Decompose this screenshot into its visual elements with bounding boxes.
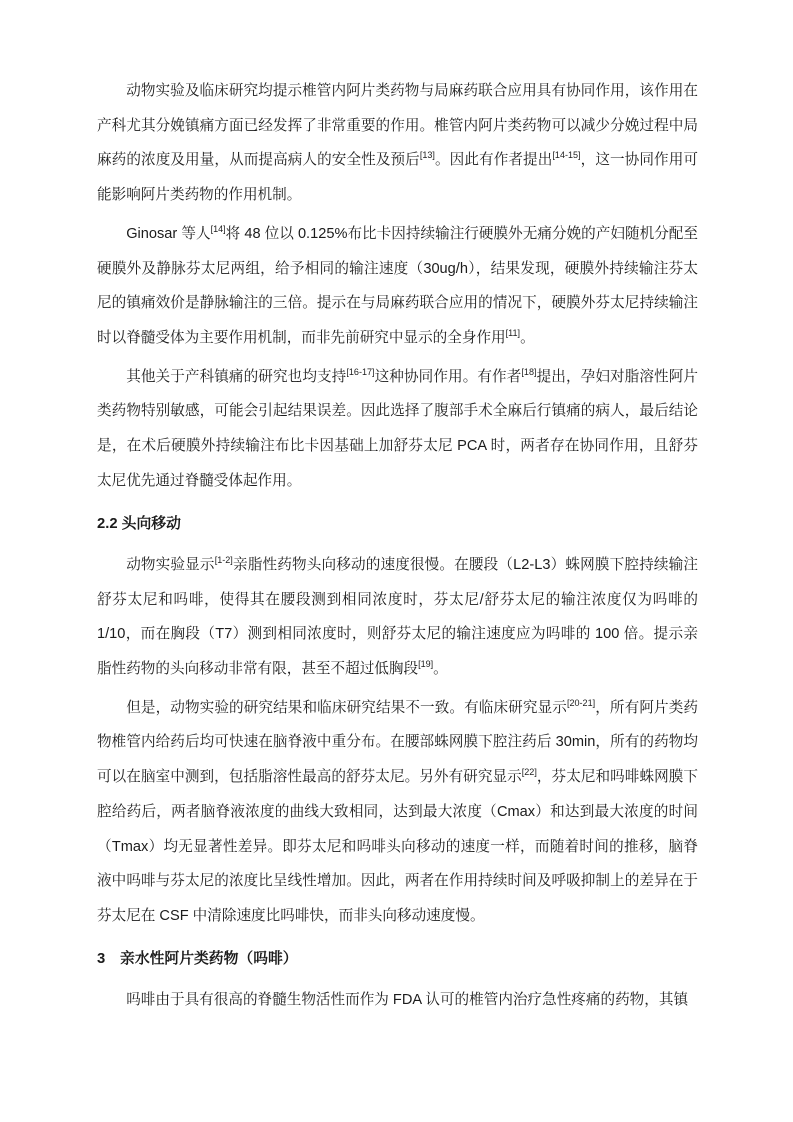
paragraph-ginosar-study bbox=[97, 217, 698, 356]
citation-reference: [22] bbox=[521, 767, 537, 778]
text-run: 。因此有作者提出 bbox=[434, 152, 553, 169]
text-run: ，芬太尼和吗啡蛛网膜下腔给药后，两者脑脊液浓度的曲线大致相同，达到最大浓度（Cmax）和达到最大浓度的时间（Tmax）均无显著性差异。即芬太尼和吗啡头向移动的速度一样，而随着时间的推移，脑脊液中吗啡与芬太尼的浓度比呈线性增加。因此，两者在作用持续时间及呼吸抑制上的差异在于芬太尼在 CSF 中清除速度比吗啡快，而非头向移动速度慢。 bbox=[97, 769, 698, 925]
text-run: 这种协同作用。有作者 bbox=[374, 368, 522, 385]
text-run: ，所有阿片类药物椎管内给药后均可快速在脑脊液中重分布。在腰部蛛网膜下腔注药后 30min，所有的药物均可以在脑室中测到，包括脂溶性最高的舒芬太尼。另外有研究显示 bbox=[97, 699, 698, 786]
text-run: 动物实验及临床研究均提示椎管内阿片类药物与局麻药联合应用具有协同作用，该作用在产科尤其分娩镇痛方面已经发挥了非常重要的作用。椎管内阿片类药物可以减少分娩过程中局麻药的浓度及用量，从而提高病人的安全性及预后 bbox=[97, 83, 698, 169]
paragraph-cephalad-spread-clinical bbox=[97, 691, 698, 934]
paragraph-synergy-intro bbox=[97, 74, 698, 213]
section-heading-2-2 bbox=[97, 507, 698, 542]
text-run: 亲脂性药物头向移动的速度很慢。在腰段（L2-L3）蛛网膜下腔持续输注舒芬太尼和吗啡，使得其在腰段测到相同浓度时，芬太尼/舒芬太尼的输注浓度仅为吗啡的 1/10，而在胸段（T7）测到相同浓度时，则舒芬太尼的输注速度应为吗啡的 100 倍。提示亲脂性药物的头向移动非常有限，甚至不超过低胸段 bbox=[97, 556, 698, 677]
text-run: 2.2 头向移动 bbox=[97, 515, 181, 532]
text-run: 将 48 位以 0.125%布比卡因持续输注行硬膜外无痛分娩的产妇随机分配至硬膜外及静脉芬太尼两组，给予相同的输注速度（30ug/h），结果发现，硬膜外持续输注芬太尼的镇痛效价是静脉输注的三倍。提示在与局麻药联合应用的情况下，硬膜外芬太尼持续输注时以脊髓受体为主要作用机制，而非先前研究中显示的全身作用 bbox=[97, 225, 698, 347]
citation-reference: [19] bbox=[418, 659, 434, 670]
text-run: 其他关于产科镇痛的研究也均支持 bbox=[126, 368, 347, 385]
text-run: 动物实验显示 bbox=[126, 556, 215, 573]
section-heading-3 bbox=[97, 942, 698, 977]
page-body bbox=[97, 74, 698, 1022]
citation-reference: [18] bbox=[521, 366, 537, 377]
paragraph-obstetric-analgesia-support bbox=[97, 360, 698, 499]
paragraph-cephalad-spread-animal bbox=[97, 548, 698, 687]
text-run: 但是，动物实验的研究结果和临床研究结果不一致。有临床研究显示 bbox=[126, 699, 567, 716]
citation-reference: [14] bbox=[210, 224, 226, 235]
text-run: 。 bbox=[433, 660, 448, 677]
text-run: 3 亲水性阿片类药物（吗啡） bbox=[97, 950, 298, 967]
text-run: ，这一协同作用可能影响阿片类药物的作用机制。 bbox=[97, 152, 698, 204]
citation-reference: [1-2] bbox=[214, 554, 233, 565]
text-run: Ginosar 等人 bbox=[126, 225, 211, 242]
text-run: 。 bbox=[520, 330, 535, 347]
text-run: 吗啡由于具有很高的脊髓生物活性而作为 FDA 认可的椎管内治疗急性疼痛的药物，其镇 bbox=[126, 991, 689, 1008]
text-run: 提出，孕妇对脂溶性阿片类药物特别敏感，可能会引起结果误差。因此选择了腹部手术全麻后行镇痛的病人，最后结论是，在术后硬膜外持续输注布比卡因基础上加舒芬太尼 PCA 时，两者存在协同作用，且舒芬太尼优先通过脊髓受体起作用。 bbox=[97, 368, 698, 489]
citation-reference: [13] bbox=[419, 150, 435, 161]
paragraph-morphine-intro bbox=[97, 983, 698, 1018]
citation-reference: [11] bbox=[505, 328, 521, 339]
citation-reference: [14-15] bbox=[552, 150, 581, 161]
citation-reference: [16-17] bbox=[346, 366, 375, 377]
citation-reference: [20-21] bbox=[566, 697, 596, 708]
